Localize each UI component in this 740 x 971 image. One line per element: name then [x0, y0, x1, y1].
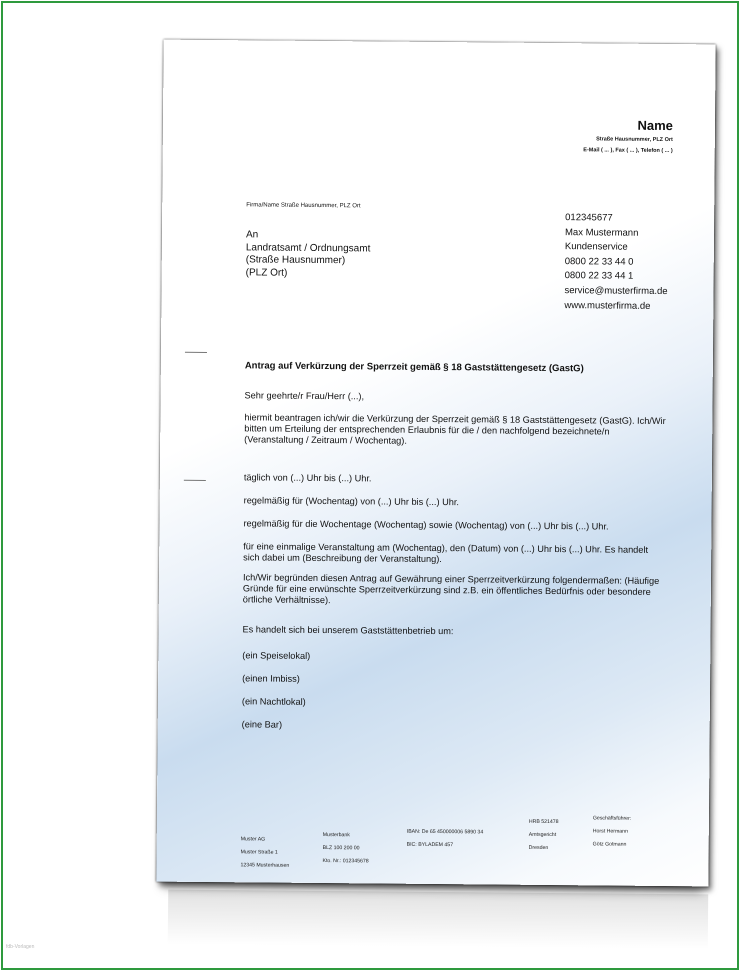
sender-contact: E-Mail ( ... ), Fax ( ... ), Telefon ( ... )	[583, 147, 673, 155]
footer-management	[593, 812, 632, 851]
recipient-line: (PLZ Ort)	[245, 266, 288, 279]
reasons-line: Gründe für eine erwünschte Sperrzeitverkürzung sind z.B. ein öffentliches Bedürfnis oder besondere	[242, 583, 651, 597]
recipient-line: Landratsamt / Ordnungsamt	[245, 241, 371, 254]
fax-number: 0800 22 33 44 1	[564, 270, 634, 283]
footer-line: HRB 521478	[528, 818, 559, 826]
event-line: sich dabei um (Beschreibung der Veranstaltung).	[243, 552, 442, 564]
reasons-paragraph	[243, 572, 693, 608]
department: Kundenservice	[564, 241, 628, 253]
footer-iban	[407, 826, 484, 853]
business-type: (eine Bar)	[241, 719, 283, 730]
sender-address: Straße Hausnummer, PLZ Ort	[596, 136, 673, 144]
watermark: fdb-Vorlagen	[6, 944, 35, 950]
salutation: Sehr geehrte/r Frau/Herr (...),	[244, 390, 365, 402]
reference-number: 012345677	[565, 212, 613, 224]
option-daily: täglich von (...) Uhr bis (...) Uhr.	[243, 472, 372, 484]
letter-subject: Antrag auf Verkürzung der Sperrzeit gemäß § 18 Gaststättengesetz (GastG)	[244, 360, 584, 375]
punch-mark	[184, 480, 206, 481]
footer-line: BLZ 100 200 00	[322, 845, 360, 852]
option-weekdays: regelmäßig für die Wochentage (Wochentag) sowie (Wochentag) von (...) Uhr bis (...) Uhr.	[243, 518, 609, 532]
footer-line: Kto. Nr.: 012345678	[322, 858, 369, 865]
event-line: für eine einmalige Veranstaltung am (Wochentag), den (Datum) von (...) Uhr bis (...) Uhr. Es handelt	[243, 541, 649, 555]
footer-company	[240, 833, 289, 872]
business-type: (ein Speiselokal)	[242, 650, 311, 661]
footer-line: Muster Straße 1	[240, 849, 278, 856]
intro-line: hiermit beantragen ich/wir die Verkürzung der Sperrzeit gemäß § 18 Gaststättengesetz (GastG). Ich/Wir	[244, 412, 666, 427]
sender-name: Name	[637, 117, 674, 134]
fold-mark	[185, 352, 207, 353]
footer-line: Horst Hermann	[592, 828, 628, 835]
page-reflection	[168, 890, 708, 950]
contact-block	[564, 211, 668, 314]
intro-line: bitten um Erteilung der entsprechenden Erlaubnis für die / den nachfolgend bezeichnete/n	[244, 423, 610, 437]
intro-paragraph	[244, 412, 694, 448]
phone-number: 0800 22 33 44 0	[564, 255, 634, 268]
footer-line: Dresden	[528, 844, 549, 851]
option-weekday: regelmäßig für (Wochentag) von (...) Uhr bis (...) Uhr.	[243, 495, 459, 508]
footer-line: Geschäftsführer:	[592, 815, 632, 822]
footer-line: Götz Gotmann	[592, 841, 627, 848]
footer-bank	[322, 829, 368, 868]
website: www.musterfirma.de	[564, 299, 651, 312]
footer-line: BIC: BYLADEM 457	[406, 841, 454, 849]
footer-line: 12345 Musterhausen	[240, 862, 290, 869]
option-event	[243, 541, 693, 567]
recipient-address	[246, 229, 371, 280]
recipient-line: An	[245, 229, 259, 241]
business-intro: Es handelt sich bei unserem Gaststättenbetrieb um:	[242, 624, 454, 637]
footer-line: IBAN: De 65 450000006 5890 34	[406, 828, 484, 836]
reasons-line: örtliche Verhältnisse).	[242, 593, 331, 605]
business-type: (ein Nachtlokal)	[241, 696, 306, 707]
intro-line: (Veranstaltung / Zeitraum / Wochentag).	[244, 433, 407, 446]
reasons-line: Ich/Wir begründen diesen Antrag auf Gewährung einer Sperrzeitverkürzung folgendermaßen: (Häufige	[242, 572, 660, 586]
footer-line: Muster AG	[240, 836, 266, 843]
recipient-line: (Straße Hausnummer)	[245, 254, 346, 267]
contact-person: Max Mustermann	[564, 226, 639, 239]
footer-register	[529, 816, 559, 855]
footer-line: Amtsgericht	[528, 831, 557, 839]
letter-page	[156, 40, 715, 887]
footer-line: Musterbank	[322, 832, 350, 839]
email-address: service@musterfirma.de	[564, 285, 668, 297]
business-type: (einen Imbiss)	[242, 673, 300, 684]
return-address: Firma/Name Straße Hausnummer, PLZ Ort	[246, 202, 361, 210]
